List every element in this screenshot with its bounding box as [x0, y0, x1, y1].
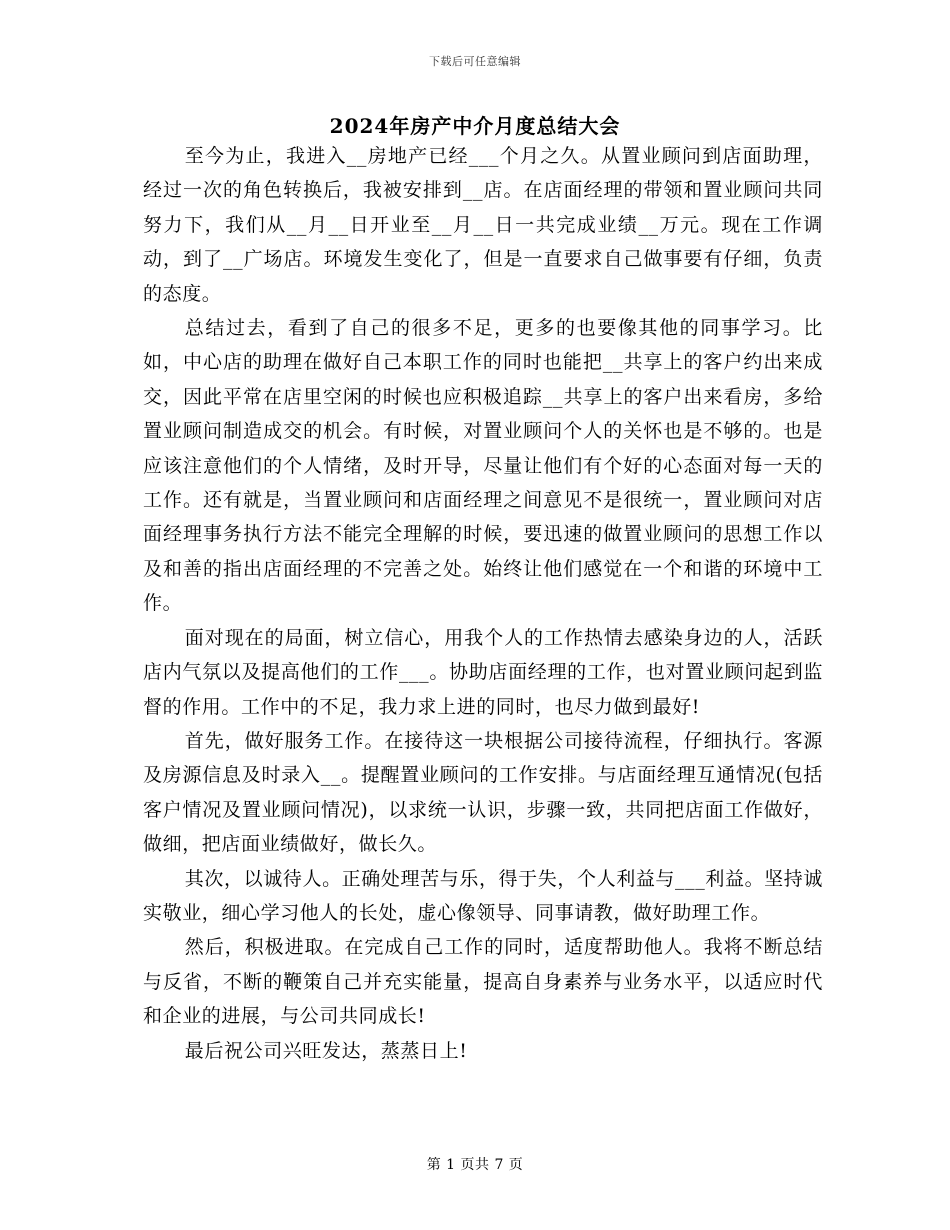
paragraph: 然后，积极进取。在完成自己工作的同时，适度帮助他人。我将不断总结与反省，不断的鞭策自己并充实能量，提高自身素养与业务水平，以适应时代和企业的进展，与公司共同成长!	[143, 936, 823, 1028]
header-note: 下载后可任意编辑	[429, 55, 521, 68]
paragraph: 总结过去，看到了自己的很多不足，更多的也要像其他的同事学习。比如，中心店的助理在做好自己本职工作的同时也能把__共享上的客户约出来成交，因此平常在店里空闲的时候也应积极追踪__共享上的客户出来看房，多给置业顾问制造成交的机会。有时候，对置业顾问个人的关怀也是不够的。也是应该注意他们的个人情绪，及时开导，尽量让他们有个好的心态面对每一天的工作。还有就是，当置业顾问和店面经理之间意见不是很统一，置业顾问对店面经理事务执行方法不能完全理解的时候，要迅速的做置业顾问的思想工作以及和善的指出店面经理的不完善之处。始终让他们感觉在一个和谐的环境中工作。	[143, 317, 823, 615]
paragraph: 面对现在的局面，树立信心，用我个人的工作热情去感染身边的人，活跃店内气氛以及提高他们的工作___。协助店面经理的工作，也对置业顾问起到监督的作用。工作中的不足，我力求上进的同时，也尽力做到最好!	[143, 626, 823, 718]
paragraph: 至今为止，我进入__房地产已经___个月之久。从置业顾问到店面助理，经过一次的角色转换后，我被安排到__店。在店面经理的带领和置业顾问共同努力下，我们从__月__日开业至__月__日一共完成业绩__万元。现在工作调动，到了__广场店。环境发生变化了，但是一直要求自己做事要有仔细，负责的态度。	[143, 145, 823, 305]
page-number: 第 1 页共 7 页	[426, 1157, 524, 1173]
paragraph: 最后祝公司兴旺发达，蒸蒸日上!	[184, 1039, 468, 1062]
document-title: 2024年房产中介月度总结大会	[329, 114, 621, 138]
paragraph: 首先，做好服务工作。在接待这一块根据公司接待流程，仔细执行。客源及房源信息及时录入__。提醒置业顾问的工作安排。与店面经理互通情况(包括客户情况及置业顾问情况)，以求统一认识，步骤一致，共同把店面工作做好，做细，把店面业绩做好，做长久。	[143, 729, 823, 856]
paragraph: 其次，以诚待人。正确处理苦与乐，得于失，个人利益与___利益。坚持诚实敬业，细心学习他人的长处，虚心像领导、同事请教，做好助理工作。	[143, 867, 823, 924]
document-body	[143, 139, 823, 1068]
